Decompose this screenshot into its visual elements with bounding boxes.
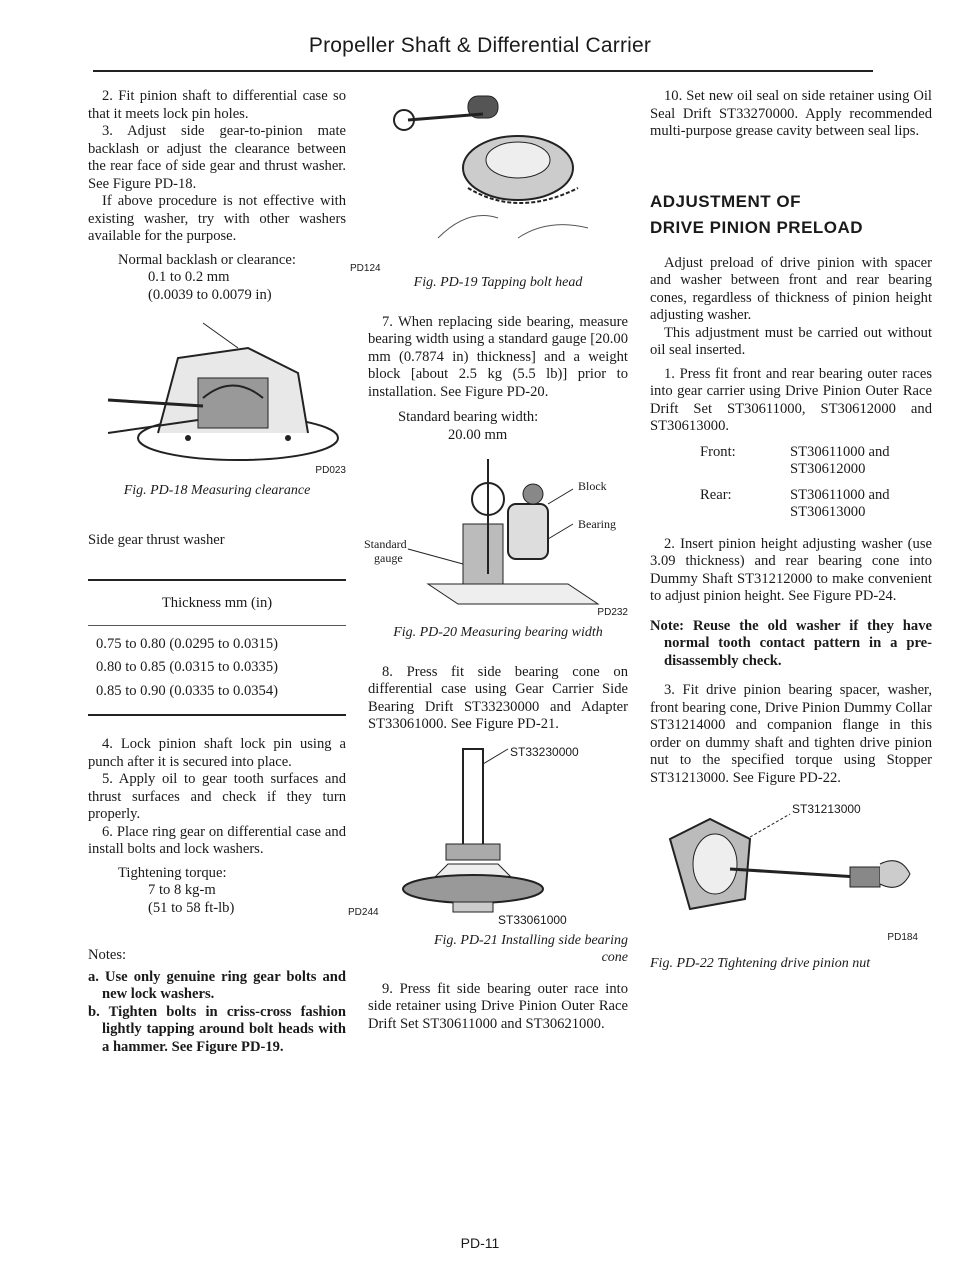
step-5: 5. Apply oil to gear tooth surfaces and thrust surfaces and check if they turn properly. (88, 771, 346, 822)
page-header: Propeller Shaft & Differential Carrier (308, 34, 652, 57)
race-drift-list (700, 444, 932, 522)
figure-code: PD184 (887, 932, 918, 943)
front-value: ST30611000 and (790, 443, 890, 460)
intro: Adjust preload of drive pinion with spacer and washer between front and rear bearing cones, regardless of thickness of pinion height adjusting washer. (650, 254, 932, 323)
note-a: a. Use only genuine ring gear bolts and new lock washers. (88, 968, 346, 1002)
bearing-drift-illustration (368, 744, 628, 914)
rear-value: ST30611000 and (790, 486, 890, 503)
tool-label: ST33061000 (498, 912, 567, 927)
label-gauge: gauge (374, 551, 403, 565)
std-width-label: Standard bearing width: (398, 409, 539, 425)
thrust-washer-table (88, 579, 346, 716)
spec-value-in: (0.0039 to 0.0079 in) (148, 286, 272, 303)
step-3: 3. Adjust side gear-to-pinion mate backlash or adjust the clearance between the rear face of side gear and thrust washer. See Figure PD-18. (88, 123, 346, 192)
torque-value-kgm: 7 to 8 kg-m (148, 882, 216, 898)
adjust-step-3: 3. Fit drive pinion bearing spacer, washer, front bearing cone, Drive Pinion Dummy Collar ST31214000 and companion flange in this order on dummy shaft and tighten drive pinion nut to the specified torque using Stopper ST31213000. See Figure PD-22. (650, 682, 932, 786)
heading-line-2: DRIVE PINION PRELOAD (650, 217, 864, 237)
page-number: PD-11 (460, 1235, 500, 1251)
step-6: 6. Place ring gear on differential case and install bolts and lock washers. (88, 823, 346, 857)
figure-code: PD244 (348, 906, 379, 918)
pinion-nut-illustration (650, 809, 932, 939)
step-7: 7. When replacing side bearing, measure bearing width using a standard gauge [20.00 mm (0.7874 in) thickness] and a weight block [about 2.5 kg (5.5 lb)] prior to installation. See Figure PD-20. (368, 313, 628, 400)
figure-code: PD232 (597, 607, 628, 618)
table-rule (88, 579, 346, 581)
table-title: Side gear thrust washer (88, 531, 225, 548)
figure-pd20 (364, 454, 628, 618)
table-rule (88, 714, 346, 716)
step-9: 9. Press fit side bearing outer race into side retainer using Drive Pinion Outer Race Drift Set ST30611000 and ST30621000. (368, 980, 628, 1032)
figure-pd19 (350, 88, 628, 274)
column-left (88, 88, 346, 1056)
std-width-value: 20.00 mm (448, 426, 508, 443)
label-block: Block (578, 479, 607, 493)
hammer-tapping-illustration (368, 88, 628, 258)
column-middle (348, 88, 628, 1033)
figure-caption: Fig. PD-21 Installing side bearing (433, 932, 628, 948)
section-heading (650, 189, 932, 241)
note-b: b. Tighten bolts in criss-cross fashion lightly tapping around bolt heads with a hammer. See Figure PD-19. (88, 1003, 346, 1055)
intro-2: This adjustment must be carried out without oil seal inserted. (650, 324, 932, 358)
spec-label: Normal backlash or clearance: (118, 251, 296, 268)
step-3-note: If above procedure is not effective with existing washer, try with other washers available for the purpose. (88, 193, 346, 244)
adjust-step-1: 1. Press fit front and rear bearing outer races into gear carrier using Drive Pinion Outer Race Drift Set ST30611000, ST30612000 and ST30613000. (650, 365, 932, 434)
step-8: 8. Press fit side bearing cone on differential case using Gear Carrier Side Bearing Drift ST33230000 and Adapter ST33061000. See Figure PD-21. (368, 663, 628, 732)
torque-label: Tightening torque: (118, 864, 227, 881)
heading-line-1: ADJUSTMENT OF (650, 191, 801, 211)
figure-pd18 (88, 318, 346, 476)
figure-code: PD023 (315, 465, 346, 476)
figure-pd21 (348, 744, 628, 927)
spec-value-mm: 0.1 to 0.2 mm (148, 269, 230, 285)
adjust-step-2: 2. Insert pinion height adjusting washer (use 3.09 thickness) and rear bearing cone into Dummy Shaft ST31212000 to make convenient to adjust pinion height. See Figure PD-24. (650, 535, 932, 604)
figure-caption: Fig. PD-19 Tapping bolt head (413, 275, 583, 290)
label-standard: Standard (364, 537, 407, 551)
step-2: 2. Fit pinion shaft to differential case so that it meets lock pin holes. (88, 88, 346, 122)
figure-caption-cont: cone (601, 950, 628, 965)
note: Note: Reuse the old washer if they have normal tooth contact pattern in a pre-disassembly check. (650, 617, 932, 669)
tool-label: ST31213000 (792, 802, 861, 816)
figure-caption: Fig. PD-22 Tightening drive pinion nut (650, 956, 871, 971)
header-rule (93, 70, 873, 72)
column-right (650, 88, 932, 973)
figure-caption: Fig. PD-20 Measuring bearing width (393, 625, 603, 640)
rear-value-2: ST30613000 (790, 504, 866, 520)
differential-case-illustration (88, 318, 346, 468)
table-row: 0.80 to 0.85 (0.0315 to 0.0335) (96, 659, 279, 675)
table-row: 0.75 to 0.80 (0.0295 to 0.0315) (96, 635, 279, 652)
figure-pd22 (650, 802, 932, 943)
torque-value-ftlb: (51 to 58 ft-lb) (148, 899, 235, 916)
notes-title: Notes: (88, 947, 127, 963)
step-10: 10. Set new oil seal on side retainer using Oil Seal Drift ST33270000. Apply recommended multi-purpose grease cavity between seal lips. (650, 88, 932, 139)
figure-code: PD124 (350, 263, 381, 274)
front-label: Front: (700, 443, 736, 460)
rear-label: Rear: (700, 486, 732, 503)
step-4: 4. Lock pinion shaft lock pin using a punch after it is secured into place. (88, 736, 346, 770)
front-value-2: ST30612000 (790, 461, 866, 477)
figure-caption: Fig. PD-18 Measuring clearance (123, 483, 311, 498)
table-header: Thickness mm (in) (161, 595, 273, 611)
label-bearing: Bearing (578, 517, 616, 531)
tool-label: ST33230000 (510, 744, 579, 759)
table-row: 0.85 to 0.90 (0.0335 to 0.0354) (96, 682, 279, 699)
